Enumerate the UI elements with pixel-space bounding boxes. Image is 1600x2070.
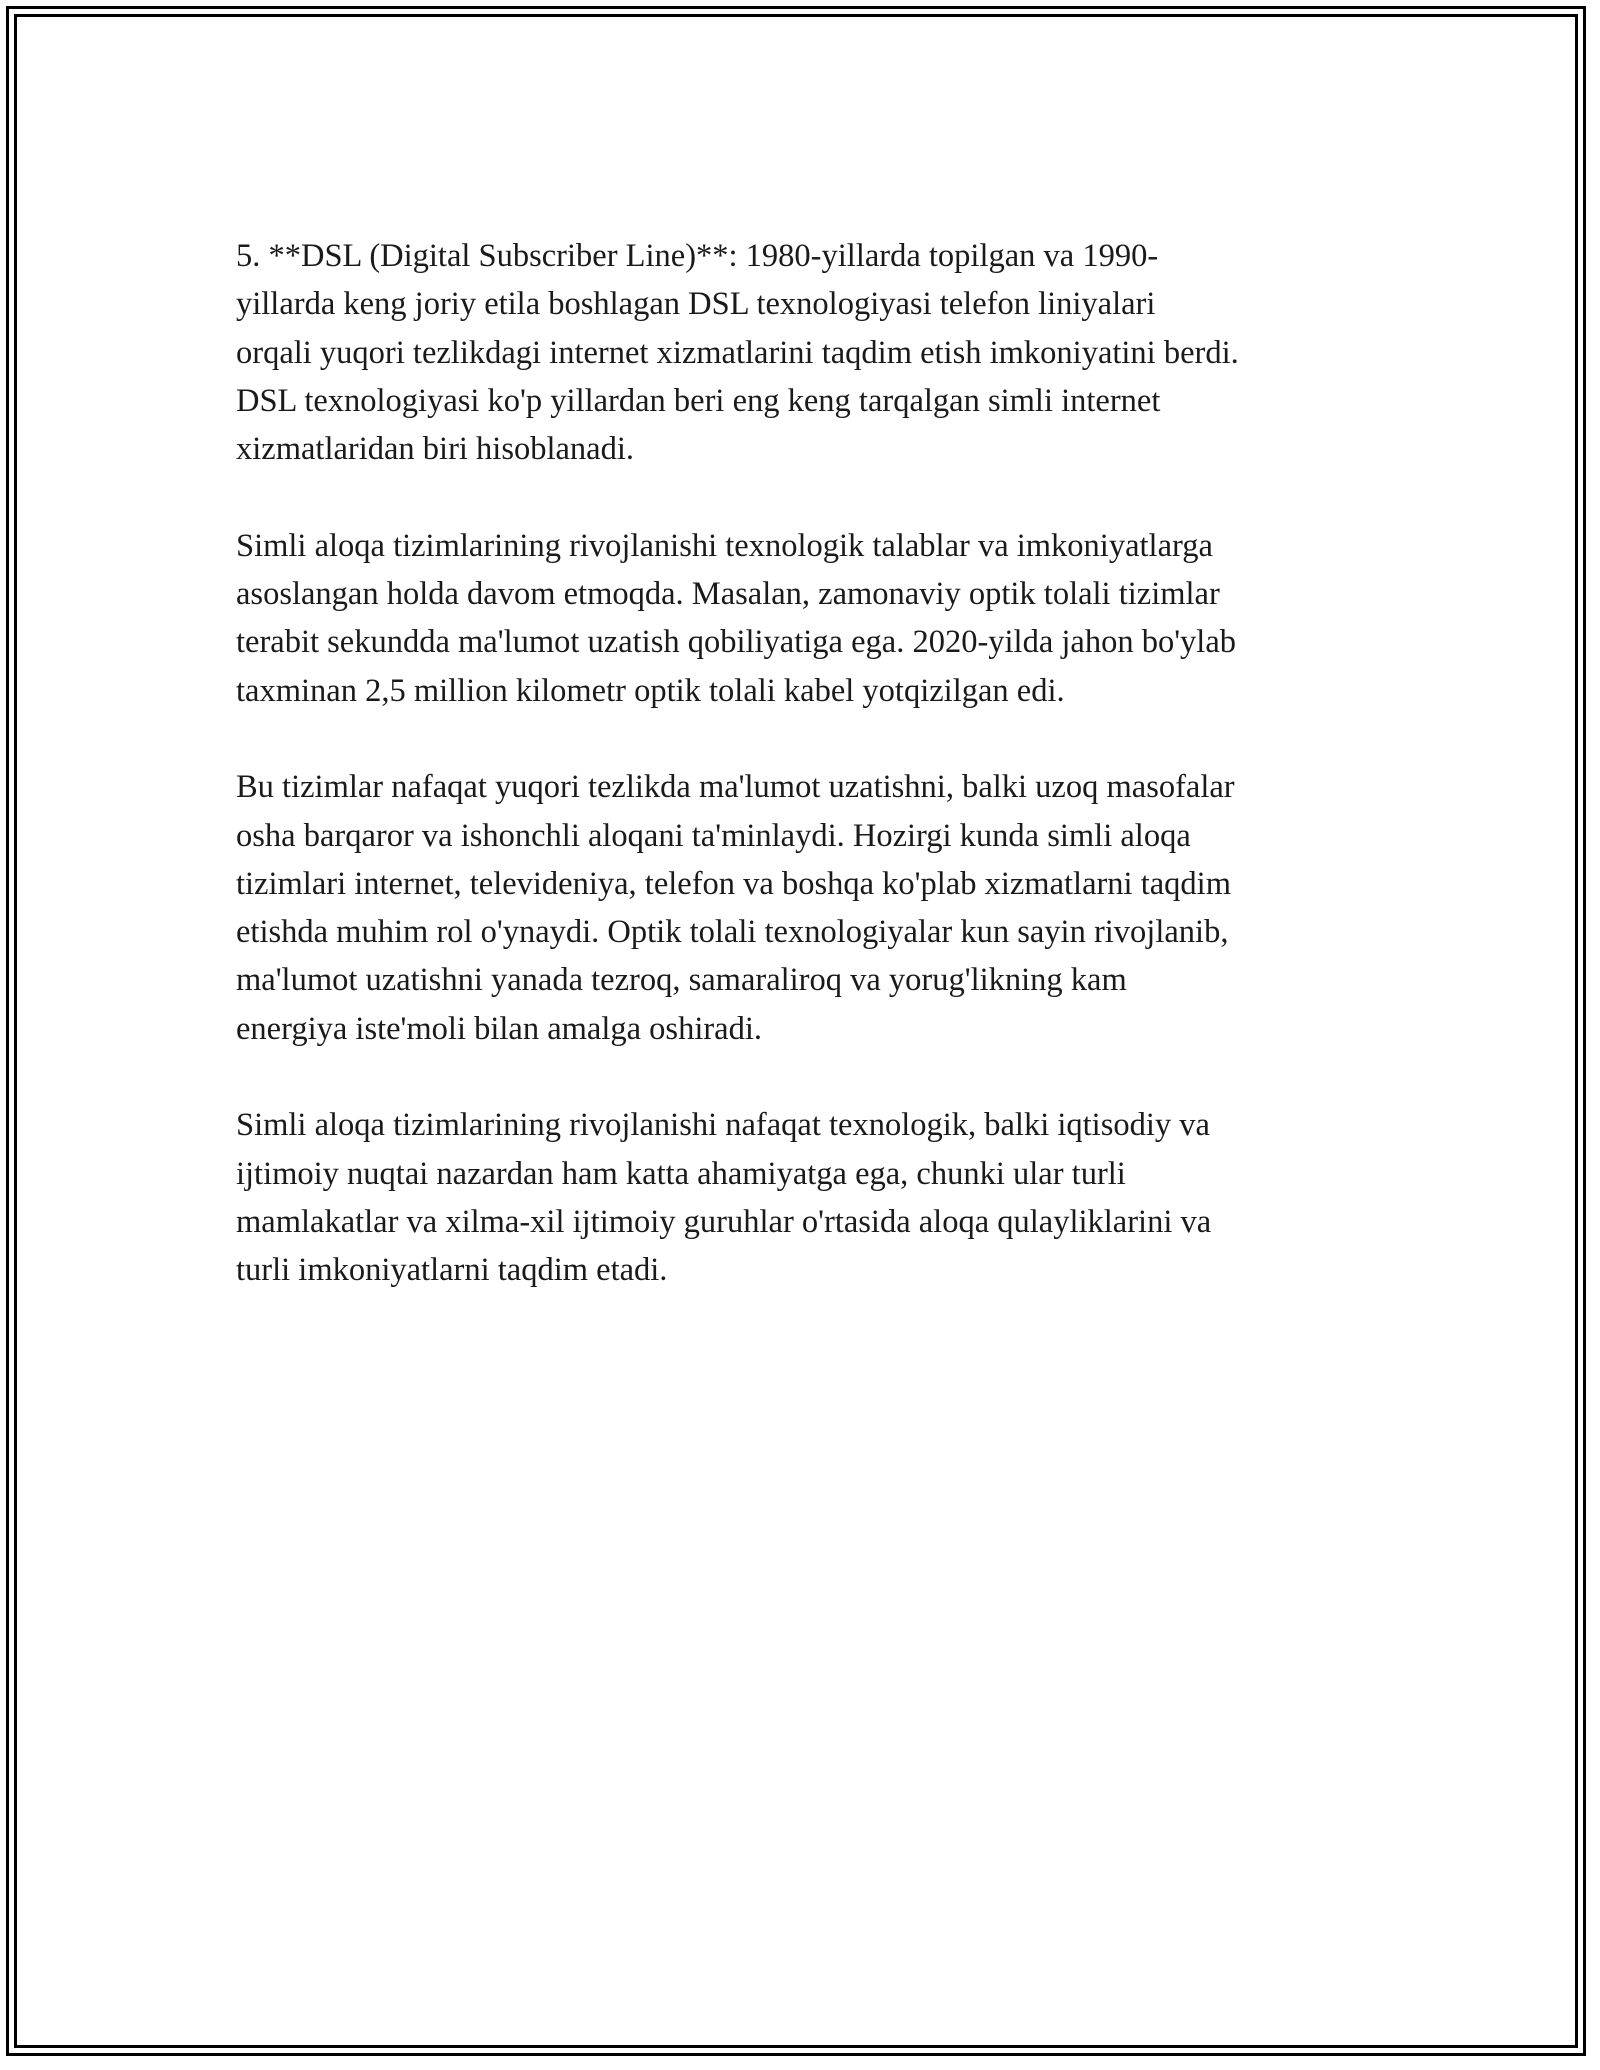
paragraph-benefits: Bu tizimlar nafaqat yuqori tezlikda ma'lumot uzatishni, balki uzoq masofalar osha barqaror va ishonchli aloqani ta'minlaydi. Hozirgi kunda simli aloqa tizimlari internet, televideniya, telefon va boshqa ko'plab xizmatlarni taqdim etishda muhim rol o'ynaydi. Optik tolali texnologiyalar kun sayin rivojlanib, ma'lumot uzatishni yanada tezroq, samaraliroq va yorug'likning kam energiya iste'moli bilan amalga oshiradi. — [236, 769, 1235, 1047]
paragraph-development: Simli aloqa tizimlarining rivojlanishi texnologik talablar va imkoniyatlarga asoslangan holda davom etmoqda. Masalan, zamonaviy optik tolali tizimlar terabit sekundda ma'lumot uzatish qobiliyatiga ega. 2020-yilda jahon bo'ylab taxminan 2,5 million kilometr optik tolali kabel yotqizilgan edi. — [236, 527, 1237, 709]
paragraph-dsl: 5. **DSL (Digital Subscriber Line)**: 1980-yillarda topilgan va 1990- yillarda keng joriy etila boshlagan DSL texnologiyasi telefon liniyalari orqali yuqori tezlikdagi internet xizmatlarini taqdim etish imkoniyatini berdi. DSL texnologiyasi ko'p yillardan beri eng keng tarqalgan simli internet xizmatlaridan biri hisoblanadi. — [236, 238, 1239, 468]
paragraph-significance: Simli aloqa tizimlarining rivojlanishi nafaqat texnologik, balki iqtisodiy va ijtimoiy nuqtai nazardan ham katta ahamiyatga ega, chunki ular turli mamlakatlar va xilma-xil ijtimoiy guruhlar o'rtasida aloqa qulayliklarini va turli imkoniyatlarni taqdim etadi. — [236, 1107, 1212, 1289]
document-body — [236, 232, 1386, 1343]
